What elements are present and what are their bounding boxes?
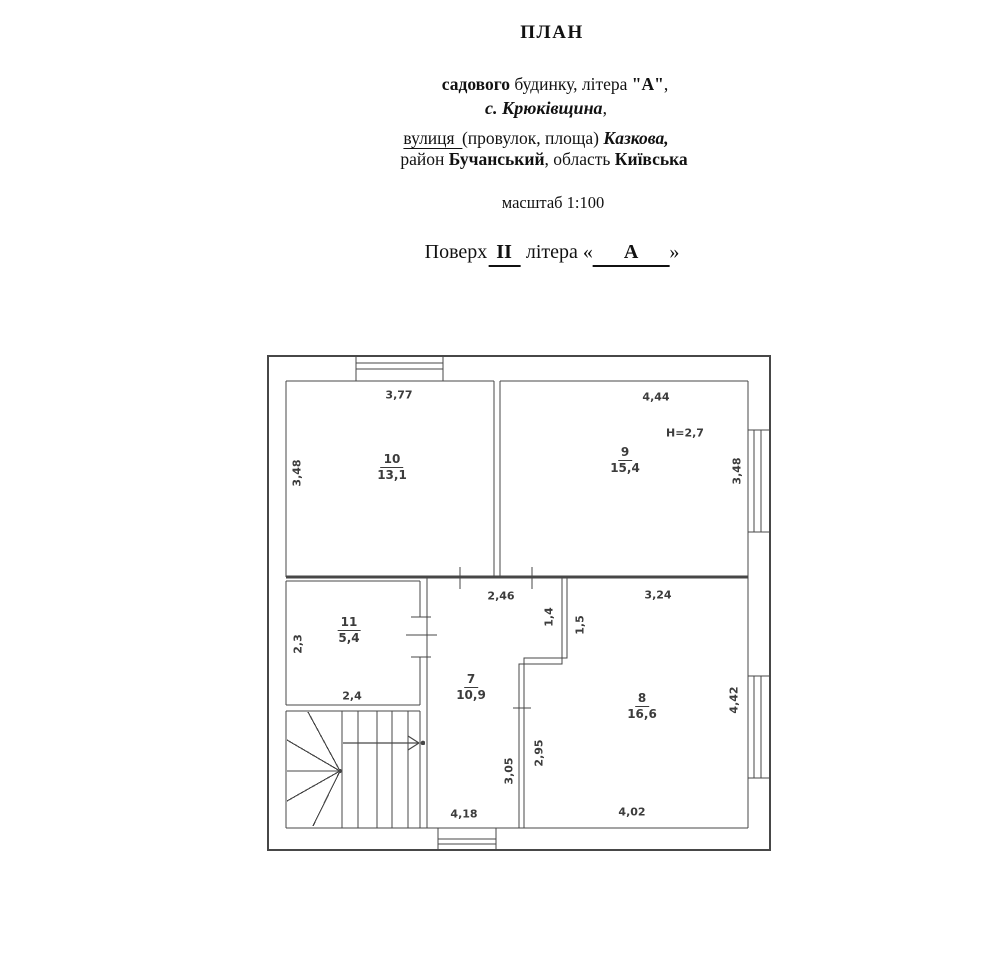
dim-room7-lower-height: 3,05 bbox=[502, 757, 516, 785]
dim-room8-left-height: 2,95 bbox=[532, 739, 546, 767]
floor-word: Поверх bbox=[424, 241, 488, 263]
window-right-lower bbox=[748, 676, 770, 778]
staircase bbox=[287, 711, 408, 828]
dim-notch-left: 1,4 bbox=[542, 607, 556, 627]
room-label-9 bbox=[610, 446, 640, 475]
room-label-10 bbox=[377, 453, 407, 482]
dim-room11-width: 2,4 bbox=[342, 689, 362, 703]
room-label-8 bbox=[627, 692, 657, 721]
district-label: район bbox=[400, 149, 449, 169]
building-type-comma: , bbox=[663, 74, 669, 94]
room-number: 10 bbox=[381, 453, 404, 468]
room-label-11 bbox=[338, 616, 361, 645]
dim-room8-bottom-width: 4,02 bbox=[618, 805, 646, 819]
letter-value: А bbox=[593, 241, 669, 267]
dim-room10-height: 3,48 bbox=[290, 459, 304, 487]
stairwell-walls bbox=[286, 711, 420, 828]
settlement-comma: , bbox=[602, 98, 607, 118]
dim-notch-right: 1,5 bbox=[573, 615, 587, 635]
stair-direction-arrow bbox=[343, 736, 425, 750]
dim-room7-bottom-width: 4,18 bbox=[450, 807, 478, 821]
quote-close: » bbox=[669, 241, 680, 263]
dim-room8-top-width: 3,24 bbox=[644, 588, 672, 602]
quote-open: « bbox=[582, 241, 593, 263]
stair-treads bbox=[342, 711, 408, 828]
window-right-upper bbox=[748, 430, 770, 532]
stair-pivot-dot bbox=[338, 769, 342, 773]
room-number: 7 bbox=[464, 673, 478, 688]
window-top bbox=[356, 356, 443, 381]
scale-label: масштаб 1:100 bbox=[501, 193, 605, 212]
dim-room9-width: 4,44 bbox=[642, 390, 670, 404]
district-name: Бучанський bbox=[448, 149, 545, 169]
ceiling-height-label: H=2,7 bbox=[666, 426, 704, 440]
stair-winders bbox=[287, 712, 340, 826]
document-title: ПЛАН bbox=[520, 22, 584, 43]
room-number: 9 bbox=[618, 446, 632, 461]
letter-word: літера bbox=[520, 241, 583, 263]
room-area: 10,9 bbox=[456, 688, 486, 702]
street-label: вулиця bbox=[403, 128, 462, 149]
building-type-text: будинку, літера bbox=[509, 74, 632, 94]
dim-room9-height: 3,48 bbox=[730, 457, 744, 485]
window-bottom bbox=[438, 828, 496, 850]
room-area: 15,4 bbox=[610, 461, 640, 475]
dim-room8-height: 4,42 bbox=[727, 686, 741, 714]
oblast-label: , область bbox=[544, 149, 615, 169]
room-9-walls bbox=[500, 381, 748, 577]
building-letter: "А" bbox=[631, 74, 664, 94]
oblast-name: Київська bbox=[614, 149, 688, 169]
street-hint: (провулок, площа) bbox=[461, 128, 604, 148]
street-name: Казкова, bbox=[603, 128, 669, 148]
door-ticks-room-11 bbox=[406, 617, 437, 657]
dim-room7-top-width: 2,46 bbox=[487, 589, 515, 603]
wall-7-8-inner bbox=[519, 577, 562, 828]
room-area: 16,6 bbox=[627, 707, 657, 721]
room-label-7 bbox=[456, 673, 486, 702]
dim-room10-width: 3,77 bbox=[385, 388, 413, 402]
room-number: 8 bbox=[635, 692, 649, 707]
dim-room11-height: 2,3 bbox=[291, 634, 305, 654]
settlement-name: с. Крюківщина bbox=[485, 98, 603, 118]
room-area: 13,1 bbox=[377, 468, 407, 482]
room-number: 11 bbox=[338, 616, 361, 631]
room-area: 5,4 bbox=[338, 631, 360, 645]
floor-number: II bbox=[488, 241, 521, 267]
building-type-bold: садового bbox=[441, 74, 510, 94]
